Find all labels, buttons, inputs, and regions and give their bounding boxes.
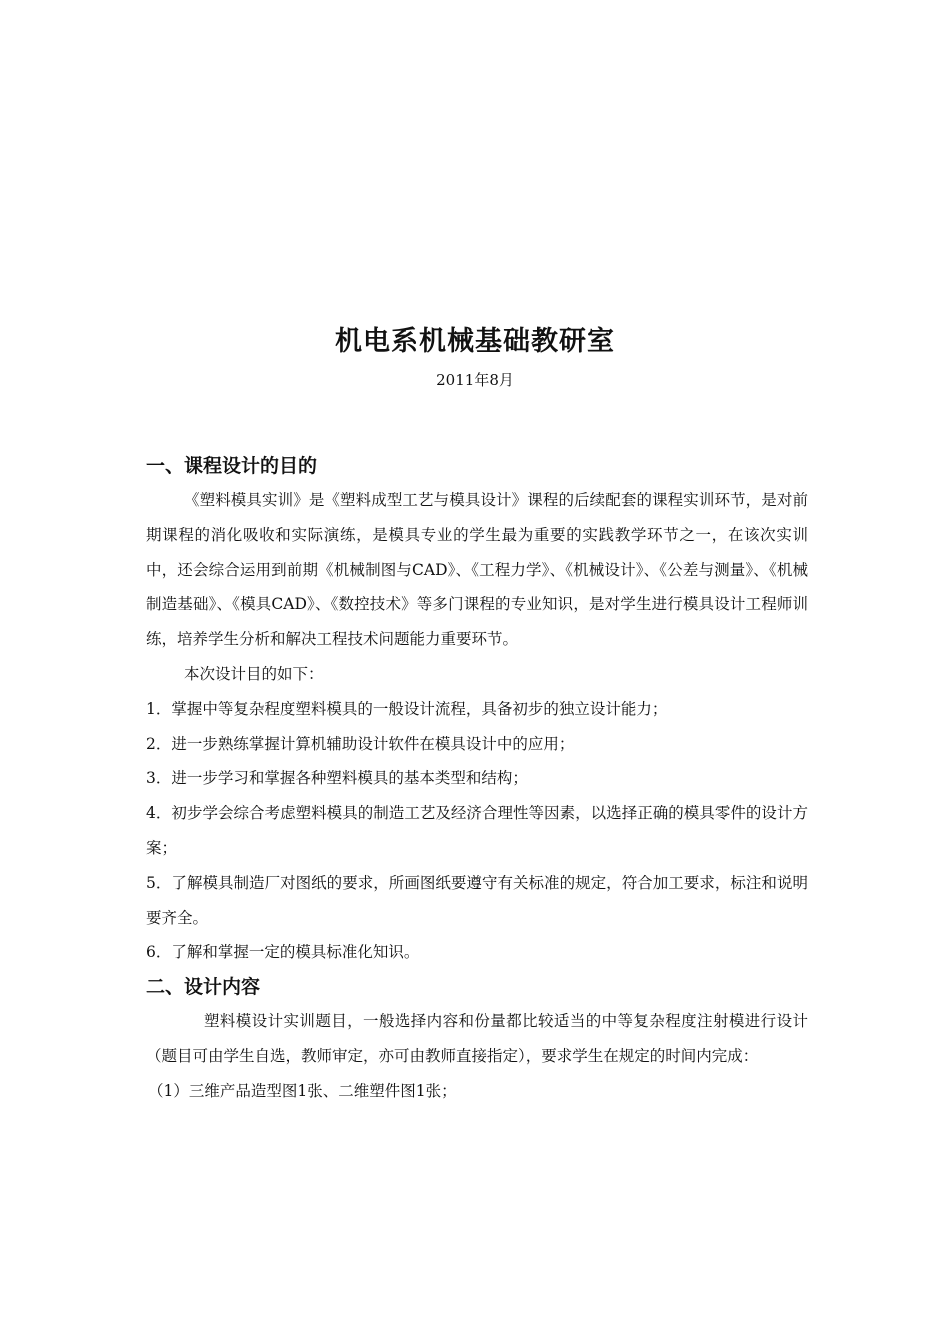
- objective-item-1: 1．掌握中等复杂程度塑料模具的一般设计流程，具备初步的独立设计能力；: [146, 699, 668, 718]
- objective-item-5: 5．了解模具制造厂对图纸的要求，所画图纸要遵守有关标准的规定，符合加工要求，标注和说明要齐全。: [146, 873, 808, 927]
- deliverables-list: [146, 1074, 808, 1109]
- document-body: [146, 449, 808, 1109]
- department-title: 机电系机械基础教研室: [335, 326, 615, 357]
- deliverable-item-1: （1）三维产品造型图1张、二维塑件图1张；: [148, 1081, 457, 1100]
- objective-item-4: 4．初步学会综合考虑塑料模具的制造工艺及经济合理性等因素，以选择正确的模具零件的设计方案；: [146, 804, 808, 857]
- objectives-list: [146, 692, 808, 970]
- objective-item-3: 3．进一步学习和掌握各种塑料模具的基本类型和结构；: [146, 769, 528, 788]
- document-date: 2011年8月: [436, 371, 514, 389]
- section-2-heading: 二、设计内容: [146, 976, 261, 999]
- section-2-intro-paragraph: 塑料模设计实训题目，一般选择内容和份量都比较适当的中等复杂程度注射模进行设计（题目可由学生自选，教师审定，亦可由教师直接指定），要求学生在规定的时间内完成：: [146, 1012, 808, 1065]
- section-1-heading: 一、课程设计的目的: [146, 455, 318, 477]
- objective-item-2: 2．进一步熟练掌握计算机辅助设计软件在模具设计中的应用；: [146, 734, 575, 753]
- objectives-lead: 本次设计目的如下：: [184, 664, 324, 683]
- section-1-intro-paragraph: 《塑料模具实训》是《塑料成型工艺与模具设计》课程的后续配套的课程实训环节，是对前期课程的消化吸收和实际演练，是模具专业的学生最为重要的实践教学环节之一，在该次实训中，还会综合运用到前期《机械制图与CAD》、《工程力学》、《机械设计》、《公差与测量》、《机械制造基础》、《模具CAD》、《数控技术》等多门课程的专业知识，是对学生进行模具设计工程师训练，培养学生分析和解决工程技术问题能力重要环节。: [146, 491, 808, 649]
- objective-item-6: 6．了解和掌握一定的模具标准化知识。: [146, 943, 420, 962]
